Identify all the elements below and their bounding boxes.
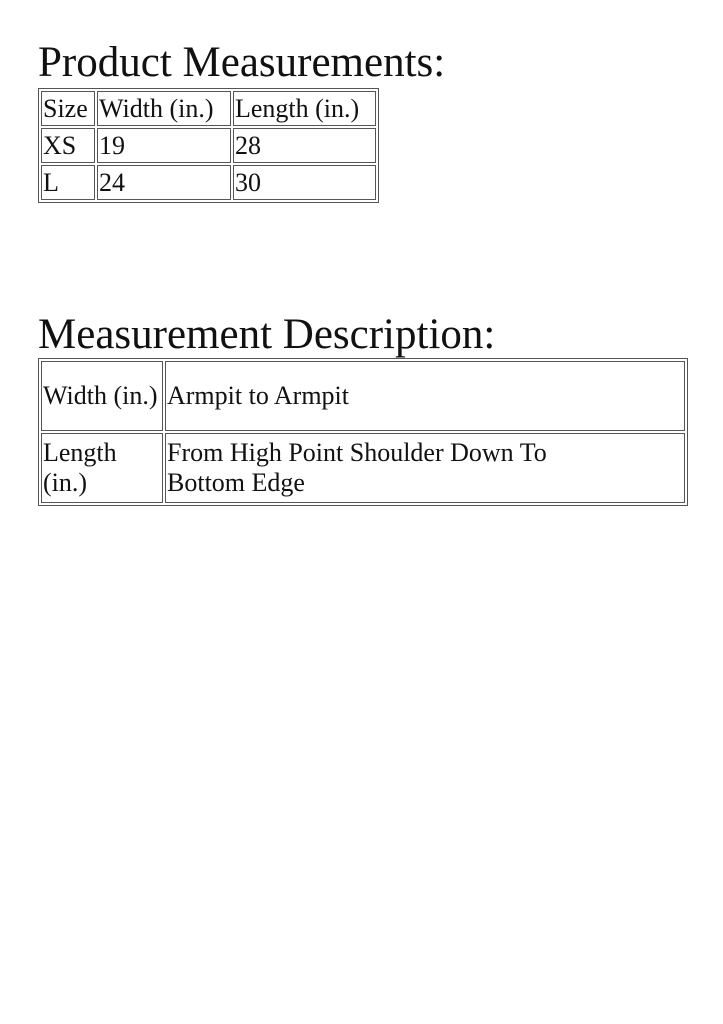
- cell-width: 19: [97, 128, 231, 163]
- cell-length: 30: [233, 165, 376, 200]
- term-cell: Length (in.): [41, 433, 163, 503]
- table-row: [41, 361, 685, 431]
- header-length: Length (in.): [233, 91, 376, 126]
- header-width: Width (in.): [97, 91, 231, 126]
- cell-size: XS: [41, 128, 95, 163]
- definition-cell: Armpit to Armpit: [165, 361, 685, 431]
- cell-size: L: [41, 165, 95, 200]
- table-row: [41, 433, 685, 503]
- cell-length: 28: [233, 128, 376, 163]
- description-table: [38, 358, 688, 506]
- term-cell: Width (in.): [41, 361, 163, 431]
- table-row: [41, 128, 376, 163]
- header-size: Size: [41, 91, 95, 126]
- table-header-row: [41, 91, 376, 126]
- product-measurements-heading: Product Measurements:: [38, 39, 446, 86]
- measurements-table: [38, 88, 379, 203]
- cell-width: 24: [97, 165, 231, 200]
- definition-cell: From High Point Shoulder Down To Bottom Edge: [165, 433, 685, 503]
- table-row: [41, 165, 376, 200]
- measurement-description-heading: Measurement Description:: [38, 311, 496, 358]
